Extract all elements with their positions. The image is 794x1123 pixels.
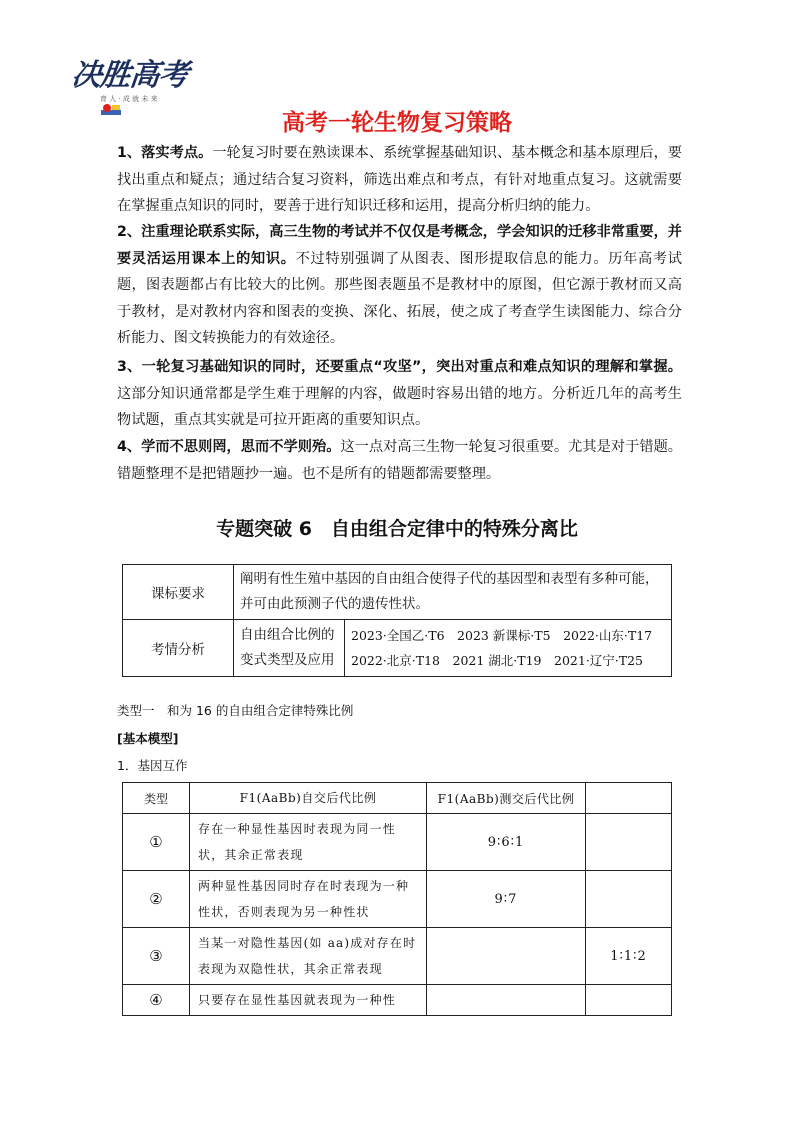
- exam-references-line-1: 2023·全国乙·T6 2023 新课标·T5 2022·山东·T17: [351, 628, 653, 643]
- row-selfed-ratio: [427, 985, 586, 1016]
- logo-text: 决胜高考: [69, 58, 190, 93]
- table-row: [123, 565, 672, 620]
- page-title: 高考一轮生物复习策略: [282, 110, 512, 136]
- paragraph-3: [117, 354, 682, 434]
- exam-analysis-topic: 自由组合比例的变式类型及应用: [234, 620, 345, 677]
- table-header-row: [123, 783, 672, 814]
- row-number: ④: [123, 985, 190, 1016]
- paragraph-3-lead: 3、一轮复习基础知识的同时，还要重点“攻坚”，突出对重点和难点知识的理解和掌握。: [117, 359, 682, 375]
- row-description: 两种显性基因同时存在时表现为一种性状，否则表现为另一种性状: [190, 871, 427, 928]
- curriculum-text: 阐明有性生殖中基因的自由组合使得子代的基因型和表型有多种可能，并可由此预测子代的遗传性状。: [234, 565, 672, 620]
- label-curriculum: 课标要求: [123, 565, 234, 620]
- paragraph-2-lead: 2、注重理论联系实际，高三生物的考试并不仅仅是考概念，学会知识的迁移非常重要，并要灵活运用课本上的知识。: [117, 224, 682, 267]
- logo-subtitle: 育 人 · 成 就 未 来: [100, 95, 158, 103]
- row-selfed-ratio: [427, 928, 586, 985]
- basic-model-heading: [基本模型]: [117, 731, 179, 746]
- curriculum-table: [122, 564, 672, 677]
- row-description: 存在一种显性基因时表现为同一性状，其余正常表现: [190, 814, 427, 871]
- paragraph-4: [117, 434, 682, 487]
- row-selfed-ratio: 9∶6∶1: [427, 814, 586, 871]
- paragraph-4-lead: 4、学而不思则罔，思而不学则殆。: [117, 439, 341, 455]
- row-description: 只要存在显性基因就表现为一种性: [190, 985, 427, 1016]
- table-row: [123, 814, 672, 871]
- row-testcross-ratio: [586, 985, 672, 1016]
- paragraph-1: [117, 140, 682, 220]
- paragraph-1-body: 一轮复习时要在熟读课本、系统掌握基础知识、基本概念和基本原理后，要找出重点和疑点；通过结合复习资料，筛选出难点和考点，有针对地重点复习。这就需要在掌握重点知识的同时，要善于进行知识迁移和运用，提高分析归纳的能力。: [117, 145, 682, 214]
- exam-references: [345, 620, 672, 677]
- row-testcross-ratio: 1∶1∶2: [586, 928, 672, 985]
- paragraph-4-body: 这一点对高三生物一轮复习很重要。尤其是对于错题。错题整理不是把错题抄一遍。也不是所有的错题都需要整理。: [117, 439, 682, 482]
- row-number: ①: [123, 814, 190, 871]
- paragraph-2: [117, 219, 682, 352]
- table-row: [123, 620, 672, 677]
- paragraph-2-body: 不过特别强调了从图表、图形提取信息的能力。历年高考试题，图表题都占有比较大的比例。那些图表题虽不是教材中的原图，但它源于教材而又高于教材，是对教材内容和图表的变换、深化、拓展，使之成了考查学生读图能力、综合分析能力、图文转换能力的有效途径。: [117, 250, 682, 346]
- exam-references-line-2: 2022·北京·T18 2021 湖北·T19 2021·辽宁·T25: [351, 653, 644, 668]
- paragraph-3-body: 这部分知识通常都是学生难于理解的内容，做题时容易出错的地方。分析近几年的高考生物试题，重点其实就是可拉开距离的重要知识点。: [117, 385, 682, 428]
- table-row: [123, 871, 672, 928]
- header-testcross: F1(AaBb)测交后代比例: [427, 783, 586, 814]
- table-row: [123, 985, 672, 1016]
- type-heading: 类型一 和为 16 的自由组合定律特殊比例: [117, 703, 354, 718]
- header-selfed: F1(AaBb)自交后代比例: [190, 783, 427, 814]
- row-selfed-ratio: 9∶7: [427, 871, 586, 928]
- ratio-table: [122, 782, 672, 1016]
- section-title: 专题突破 6 自由组合定律中的特殊分离比: [216, 518, 578, 540]
- header-extra: [586, 783, 672, 814]
- row-testcross-ratio: [586, 871, 672, 928]
- row-number: ③: [123, 928, 190, 985]
- table-row: [123, 928, 672, 985]
- row-testcross-ratio: [586, 814, 672, 871]
- row-number: ②: [123, 871, 190, 928]
- gene-interaction-heading: 1．基因互作: [117, 758, 188, 773]
- row-description: 当某一对隐性基因(如 aa)成对存在时表现为双隐性状，其余正常表现: [190, 928, 427, 985]
- paragraph-1-lead: 1、落实考点。: [117, 145, 213, 161]
- header-type: 类型: [123, 783, 190, 814]
- label-exam-analysis: 考情分析: [123, 620, 234, 677]
